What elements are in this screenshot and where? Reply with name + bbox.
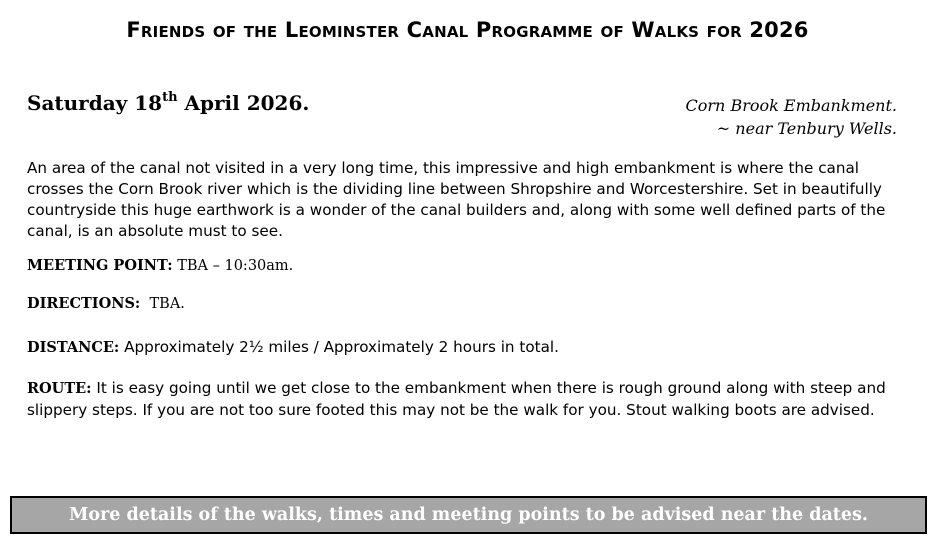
walk-location-name: Corn Brook Embankment. <box>685 96 897 115</box>
meeting-point-label: MEETING POINT: <box>27 257 173 274</box>
route <box>27 378 912 422</box>
walk-date-ordinal: th <box>162 90 178 106</box>
walk-date <box>27 91 309 115</box>
distance-label: DISTANCE: <box>27 339 120 356</box>
distance-value: Approximately 2½ miles / Approximately 2 hours in total. <box>119 338 559 356</box>
walk-location-area: ~ near Tenbury Wells. <box>716 119 897 138</box>
directions-value: TBA. <box>140 296 185 312</box>
walk-location <box>686 94 897 140</box>
meeting-point <box>27 257 293 274</box>
footer-banner <box>10 496 927 534</box>
document-heading: Friends of the Leominster Canal Programme of Walks for 2026 <box>126 18 809 42</box>
walk-date-month-year: April 2026. <box>177 91 310 115</box>
route-value: It is easy going until we get close to the embankment when there is rough ground along with steep and slippery steps. If you are not too sure footed this may not be the walk for you. Stout walking boots are advised. <box>27 379 886 419</box>
walk-description: An area of the canal not visited in a very long time, this impressive and high embankment is where the canal crosses the Corn Brook river which is the dividing line between Shropshire and Worcestershire. Set in beautifully countryside this huge earthwork is a wonder of the canal builders and, along with some well defined parts of the canal, is an absolute must to see. <box>27 159 886 240</box>
footer-text: More details of the walks, times and meeting points to be advised near the dates. <box>69 505 868 525</box>
directions-label: DIRECTIONS: <box>27 295 141 312</box>
route-label: ROUTE: <box>27 380 92 397</box>
distance <box>27 338 559 356</box>
directions <box>27 295 185 312</box>
meeting-point-value: TBA – 10:30am. <box>172 258 294 274</box>
walk-date-day: Saturday 18 <box>27 91 163 115</box>
